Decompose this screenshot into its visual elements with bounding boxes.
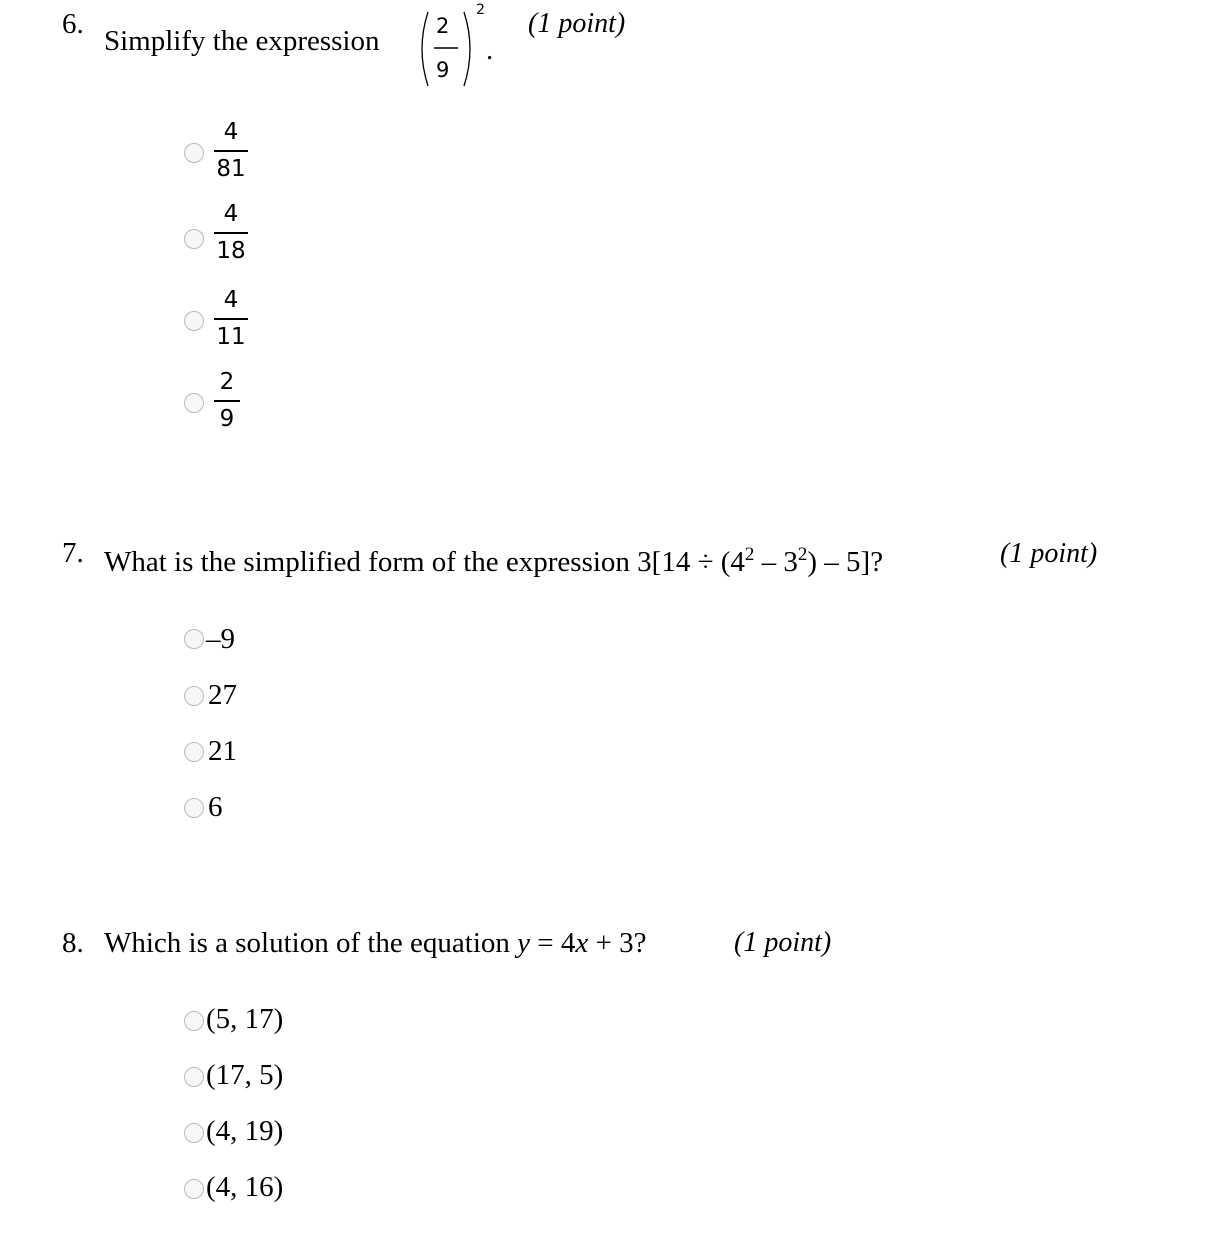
q6-option-2-radio[interactable]	[184, 229, 204, 249]
question-7-number: 7.	[62, 537, 84, 569]
q6-option-3-fraction: 4 11	[214, 289, 248, 349]
q8-option-2-radio[interactable]	[184, 1067, 204, 1087]
question-6-text: Simplify the expression	[104, 25, 380, 57]
q8-option-3-radio[interactable]	[184, 1123, 204, 1143]
question-6-points: (1 point)	[528, 8, 626, 39]
q7-option-3-label: 21	[208, 735, 237, 767]
question-8-number: 8.	[62, 927, 84, 959]
q7-option-2-label: 27	[208, 679, 237, 711]
q7-option-1-radio[interactable]	[184, 629, 204, 649]
q8-option-1-label: (5, 17)	[206, 1003, 284, 1035]
expr-period: .	[486, 34, 494, 66]
q6-option-4-fraction: 2 9	[214, 371, 240, 431]
q8-option-3-label: (4, 19)	[206, 1115, 284, 1147]
q7-option-1-label: –9	[206, 623, 235, 655]
q6-option-1-fraction: 4 81	[214, 121, 248, 181]
question-7-points: (1 point)	[1000, 538, 1098, 569]
q7-option-2-radio[interactable]	[184, 686, 204, 706]
q8-option-1-radio[interactable]	[184, 1011, 204, 1031]
q6-option-2-fraction: 4 18	[214, 203, 248, 263]
q6-option-1-radio[interactable]	[184, 143, 204, 163]
q6-option-4-radio[interactable]	[184, 393, 204, 413]
question-8-text: Which is a solution of the equation y = 4x + 3?	[104, 927, 647, 959]
question-8-points: (1 point)	[734, 927, 832, 958]
question-7-text: What is the simplified form of the expression $3[14 \div (4^2 - 3^2) - 5]$?	[104, 544, 884, 578]
q7-option-4-label: 6	[208, 791, 223, 823]
question-6-expression	[414, 4, 494, 94]
q8-option-4-radio[interactable]	[184, 1179, 204, 1199]
expr-exponent: 2	[476, 2, 485, 18]
q7-option-3-radio[interactable]	[184, 742, 204, 762]
q6-option-3-radio[interactable]	[184, 311, 204, 331]
question-6-number: 6.	[62, 8, 84, 40]
q7-option-4-radio[interactable]	[184, 798, 204, 818]
q8-option-2-label: (17, 5)	[206, 1059, 284, 1091]
expr-denominator: 9	[436, 58, 450, 82]
expr-numerator: 2	[436, 14, 450, 38]
q8-option-4-label: (4, 16)	[206, 1171, 284, 1203]
